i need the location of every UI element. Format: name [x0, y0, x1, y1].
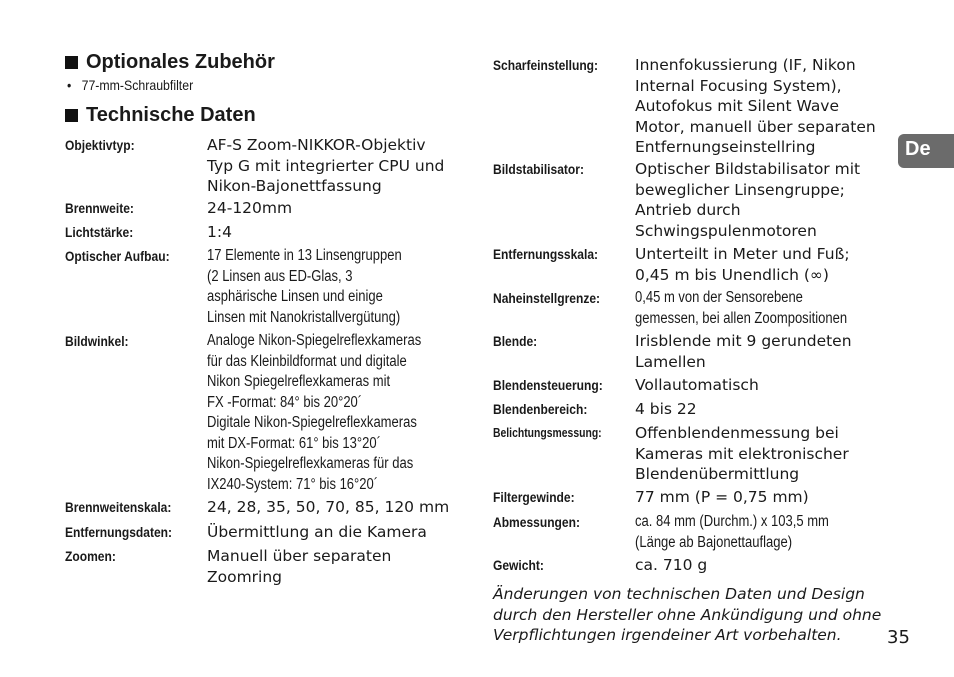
heading-optional-accessories: Optionales Zubehör: [65, 51, 275, 74]
square-bullet-icon: [65, 109, 78, 122]
language-tab: De: [898, 134, 954, 168]
accessory-item: • 77-mm-Schraubfilter: [67, 77, 194, 93]
heading-technical-data: Technische Daten: [65, 104, 256, 127]
square-bullet-icon: [65, 56, 78, 69]
page-number: 35: [887, 627, 910, 648]
dot-bullet-icon: •: [67, 77, 82, 93]
disclaimer-note: Änderungen von technischen Daten und Design durch den Hersteller ohne Ankündigung und ohne Verpflichtungen irgendeiner Art vorbehalten.: [493, 585, 882, 644]
